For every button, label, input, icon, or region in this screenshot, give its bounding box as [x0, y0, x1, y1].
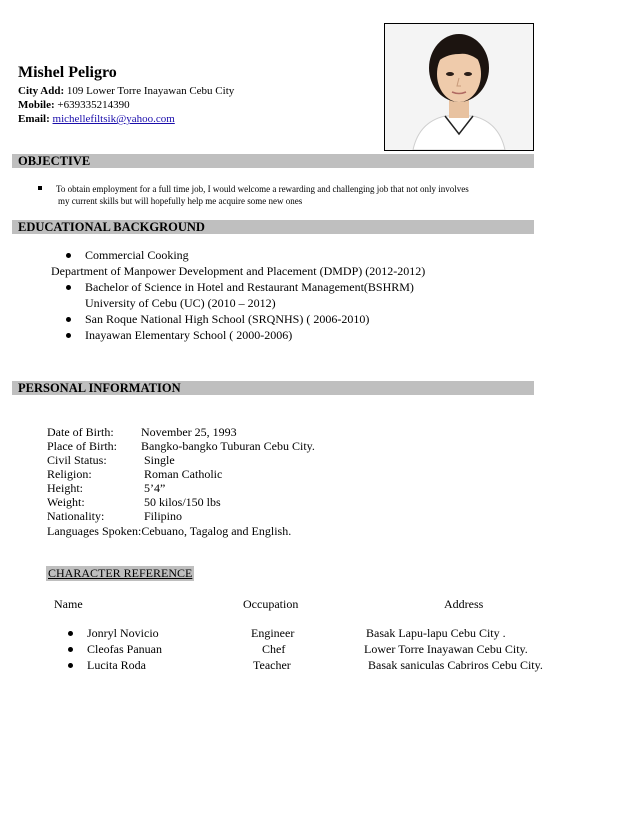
languages-value: Cebuano, Tagalog and English.	[141, 524, 292, 538]
ref-row-1-occupation: Engineer	[251, 626, 295, 640]
languages-label: Languages Spoken:	[47, 524, 142, 538]
email-line	[18, 112, 175, 126]
ref-row-2-address: Lower Torre Inayawan Cebu City.	[364, 642, 528, 656]
edu-item-4	[66, 327, 292, 343]
objective-text	[38, 183, 538, 207]
ref-row-2-name-text: Cleofas Panuan	[87, 642, 162, 656]
languages-line	[47, 524, 291, 538]
nationality-value: Filipino	[144, 509, 183, 523]
mobile-label: Mobile:	[18, 99, 55, 111]
edu-item-1	[66, 247, 189, 263]
square-bullet-icon	[38, 186, 42, 190]
ref-row-2-name	[68, 642, 162, 656]
civil-label: Civil Status:	[47, 453, 107, 467]
nationality-label: Nationality:	[47, 509, 105, 523]
ref-row-1-name-text: Jonryl Novicio	[87, 626, 159, 640]
edu-item-3	[66, 311, 369, 327]
civil-value: Single	[144, 453, 175, 467]
applicant-name: Mishel Peligro	[18, 64, 117, 81]
address-line	[18, 84, 234, 98]
weight-value: 50 kilos/150 lbs	[144, 495, 221, 509]
height-label: Height:	[47, 481, 83, 495]
dob-label: Date of Birth:	[47, 425, 114, 439]
address-label: City Add:	[18, 85, 65, 97]
objective-line-1: To obtain employment for a full time job, I would welcome a rewarding and challenging job that not only involves	[56, 184, 469, 194]
ref-col-name: Name	[54, 597, 83, 611]
edu-item-3-text: San Roque National High School (SRQNHS) ( 2006-2010)	[85, 312, 370, 326]
section-education: EDUCATIONAL BACKGROUND	[12, 220, 534, 234]
section-personal: PERSONAL INFORMATION	[12, 381, 534, 395]
ref-row-3-occupation: Teacher	[253, 658, 291, 672]
edu-item-2-text: Bachelor of Science in Hotel and Restaurant Management(BSHRM)	[85, 280, 414, 294]
section-objective: OBJECTIVE	[12, 154, 534, 168]
email-link[interactable]: michellefiltsik@yahoo.com	[52, 113, 175, 125]
dob-value: November 25, 1993	[141, 425, 237, 439]
mobile-value: +639335214390	[57, 99, 130, 111]
address-value: 109 Lower Torre Inayawan Cebu City	[66, 85, 235, 97]
bullet-icon	[66, 285, 71, 290]
religion-label: Religion:	[47, 467, 92, 481]
mobile-line	[18, 98, 130, 112]
religion-value: Roman Catholic	[144, 467, 223, 481]
ref-row-1-address: Basak Lapu-lapu Cebu City .	[366, 626, 506, 640]
bullet-icon	[66, 317, 71, 322]
weight-label: Weight:	[47, 495, 85, 509]
ref-row-1-name	[68, 626, 159, 640]
ref-row-3-name	[68, 658, 146, 672]
bullet-icon	[68, 631, 73, 636]
bullet-icon	[66, 333, 71, 338]
profile-photo	[384, 23, 534, 151]
pob-value: Bangko-bangko Tuburan Cebu City.	[141, 439, 315, 453]
ref-row-3-name-text: Lucita Roda	[87, 658, 146, 672]
objective-line-2: my current skills but will hopefully help me acquire some new ones	[58, 196, 303, 206]
edu-item-4-text: Inayawan Elementary School ( 2000-2006)	[85, 328, 293, 342]
height-value: 5’4”	[144, 481, 166, 495]
edu-item-1-detail: Department of Manpower Development and Placement (DMDP) (2012-2012)	[51, 264, 426, 278]
portrait-illustration	[385, 24, 533, 150]
pob-label: Place of Birth:	[47, 439, 117, 453]
bullet-icon	[68, 663, 73, 668]
edu-item-2-detail: University of Cebu (UC) (2010 – 2012)	[85, 296, 276, 310]
bullet-icon	[68, 647, 73, 652]
ref-col-address: Address	[444, 597, 484, 611]
edu-item-2	[66, 279, 414, 295]
bullet-icon	[66, 253, 71, 258]
character-reference-heading: CHARACTER REFERENCE	[48, 566, 193, 580]
ref-row-2-occupation: Chef	[262, 642, 286, 656]
email-label: Email:	[18, 113, 50, 125]
ref-row-3-address: Basak saniculas Cabriros Cebu City.	[368, 658, 543, 672]
edu-item-1-text: Commercial Cooking	[85, 248, 189, 262]
ref-col-occupation: Occupation	[243, 597, 299, 611]
